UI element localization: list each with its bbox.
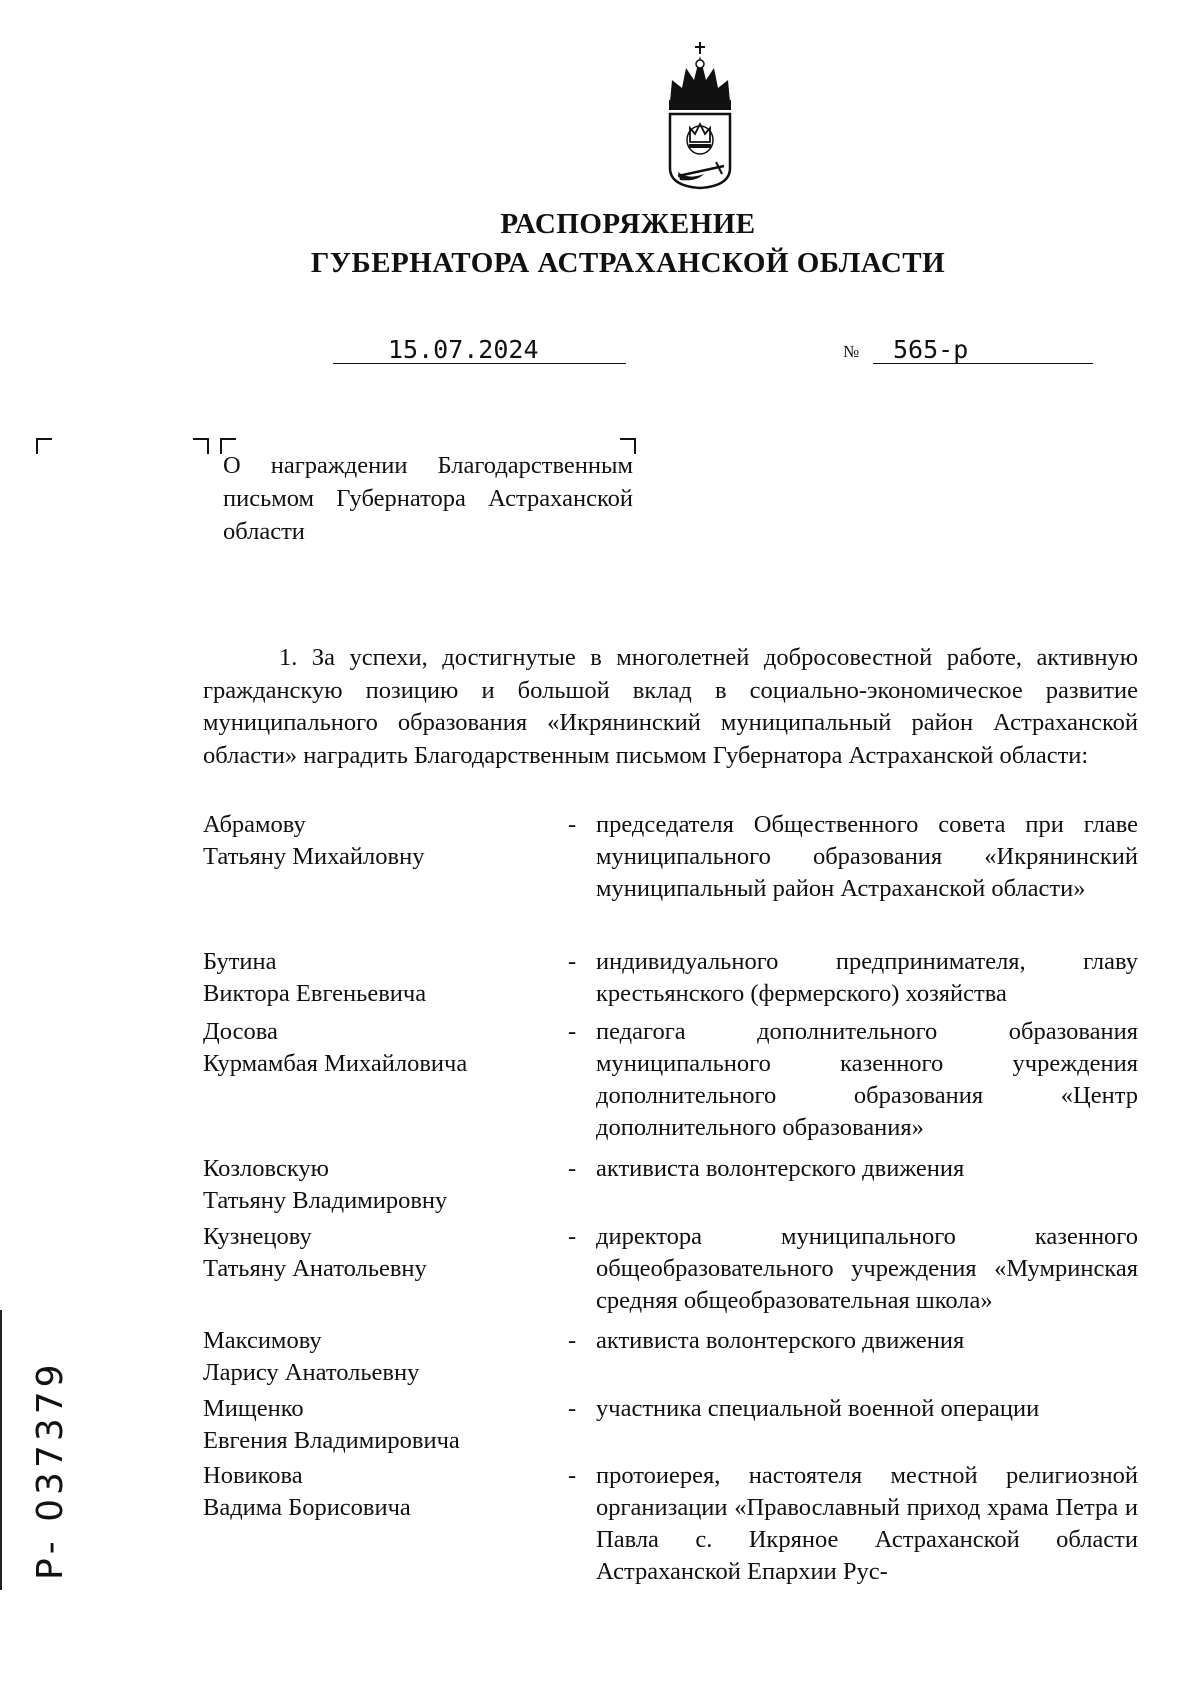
- awardee-name: Досова Курмамбая Михайловича: [203, 1018, 468, 1077]
- awardee-position: активиста волонтерского движения: [596, 1327, 965, 1354]
- awardee-position: директора муниципального казенного общеобразовательного учреждения «Мумринская средняя общеобразовательная школа»: [596, 1223, 1138, 1314]
- awardee-name: Мищенко Евгения Владимировича: [203, 1395, 460, 1454]
- awardee-dash: -: [568, 811, 577, 838]
- awardee-dash: -: [568, 1462, 577, 1489]
- awardee-name: Бутина Виктора Евгеньевича: [203, 948, 427, 1007]
- document-subject: О награждении Благодарственным письмом Губернатора Астраханской области: [223, 452, 633, 545]
- awardee-dash: -: [568, 1395, 577, 1422]
- margin-corner-mark: [36, 438, 52, 454]
- awardee-name: Новикова Вадима Борисовича: [203, 1462, 411, 1521]
- awardee-dash: -: [568, 1018, 577, 1045]
- coat-of-arms-emblem: [660, 40, 740, 190]
- awardee-name: Козловскую Татьяну Владимировну: [203, 1155, 448, 1214]
- date-underline: [333, 363, 626, 364]
- awardee-name: Максимову Ларису Анатольевну: [203, 1327, 420, 1386]
- awardee-dash: -: [568, 1223, 577, 1250]
- awardee-name: Абрамову Татьяну Михайловну: [203, 811, 425, 870]
- number-sign: №: [843, 342, 860, 361]
- awardee-dash: -: [568, 948, 577, 975]
- subject-corner-left: [193, 438, 209, 454]
- awardee-dash: -: [568, 1327, 577, 1354]
- awardee-position: индивидуального предпринимателя, главу крестьянского (фермерского) хозяйства: [596, 948, 1138, 1007]
- scan-edge-mark: [0, 1310, 2, 1590]
- awardee-position: председателя Общественного совета при главе муниципального образования «Икрянинский муниципальный район Астраханской области»: [596, 811, 1138, 902]
- awardee-position: участника специальной военной операции: [596, 1395, 1040, 1422]
- awardee-dash: -: [568, 1155, 577, 1182]
- document-number: 565-р: [893, 335, 969, 364]
- main-paragraph: [203, 642, 1138, 772]
- number-underline: [873, 363, 1093, 364]
- paragraph-text: 1. За успехи, достигнутые в многолетней добросовестной работе, активную гражданскую позицию и большой вклад в социально-экономическое развитие муниципального образования «Икрянинский муниципальный район Астраханской области» наградить Благодарственным письмом Губернатора Астраханской области:: [203, 644, 1138, 769]
- document-title: РАСПОРЯЖЕНИЕ: [500, 208, 756, 240]
- document-subtitle: ГУБЕРНАТОРА АСТРАХАНСКОЙ ОБЛАСТИ: [310, 247, 946, 279]
- form-serial-number: Р- 037379: [30, 1360, 71, 1580]
- document-date: 15.07.2024: [388, 335, 539, 364]
- awardee-position: активиста волонтерского движения: [596, 1155, 965, 1182]
- awardee-position: протоиерея, настоятеля местной религиозной организации «Православный приход храма Петра и Павла с. Икряное Астраханской области Астраханской Епархии Рус-: [596, 1462, 1138, 1585]
- awardee-position: педагога дополнительного образования муниципального казенного учреждения дополнительного образования «Центр дополнительного образования»: [596, 1018, 1138, 1141]
- awardee-name: Кузнецову Татьяну Анатольевну: [203, 1223, 427, 1282]
